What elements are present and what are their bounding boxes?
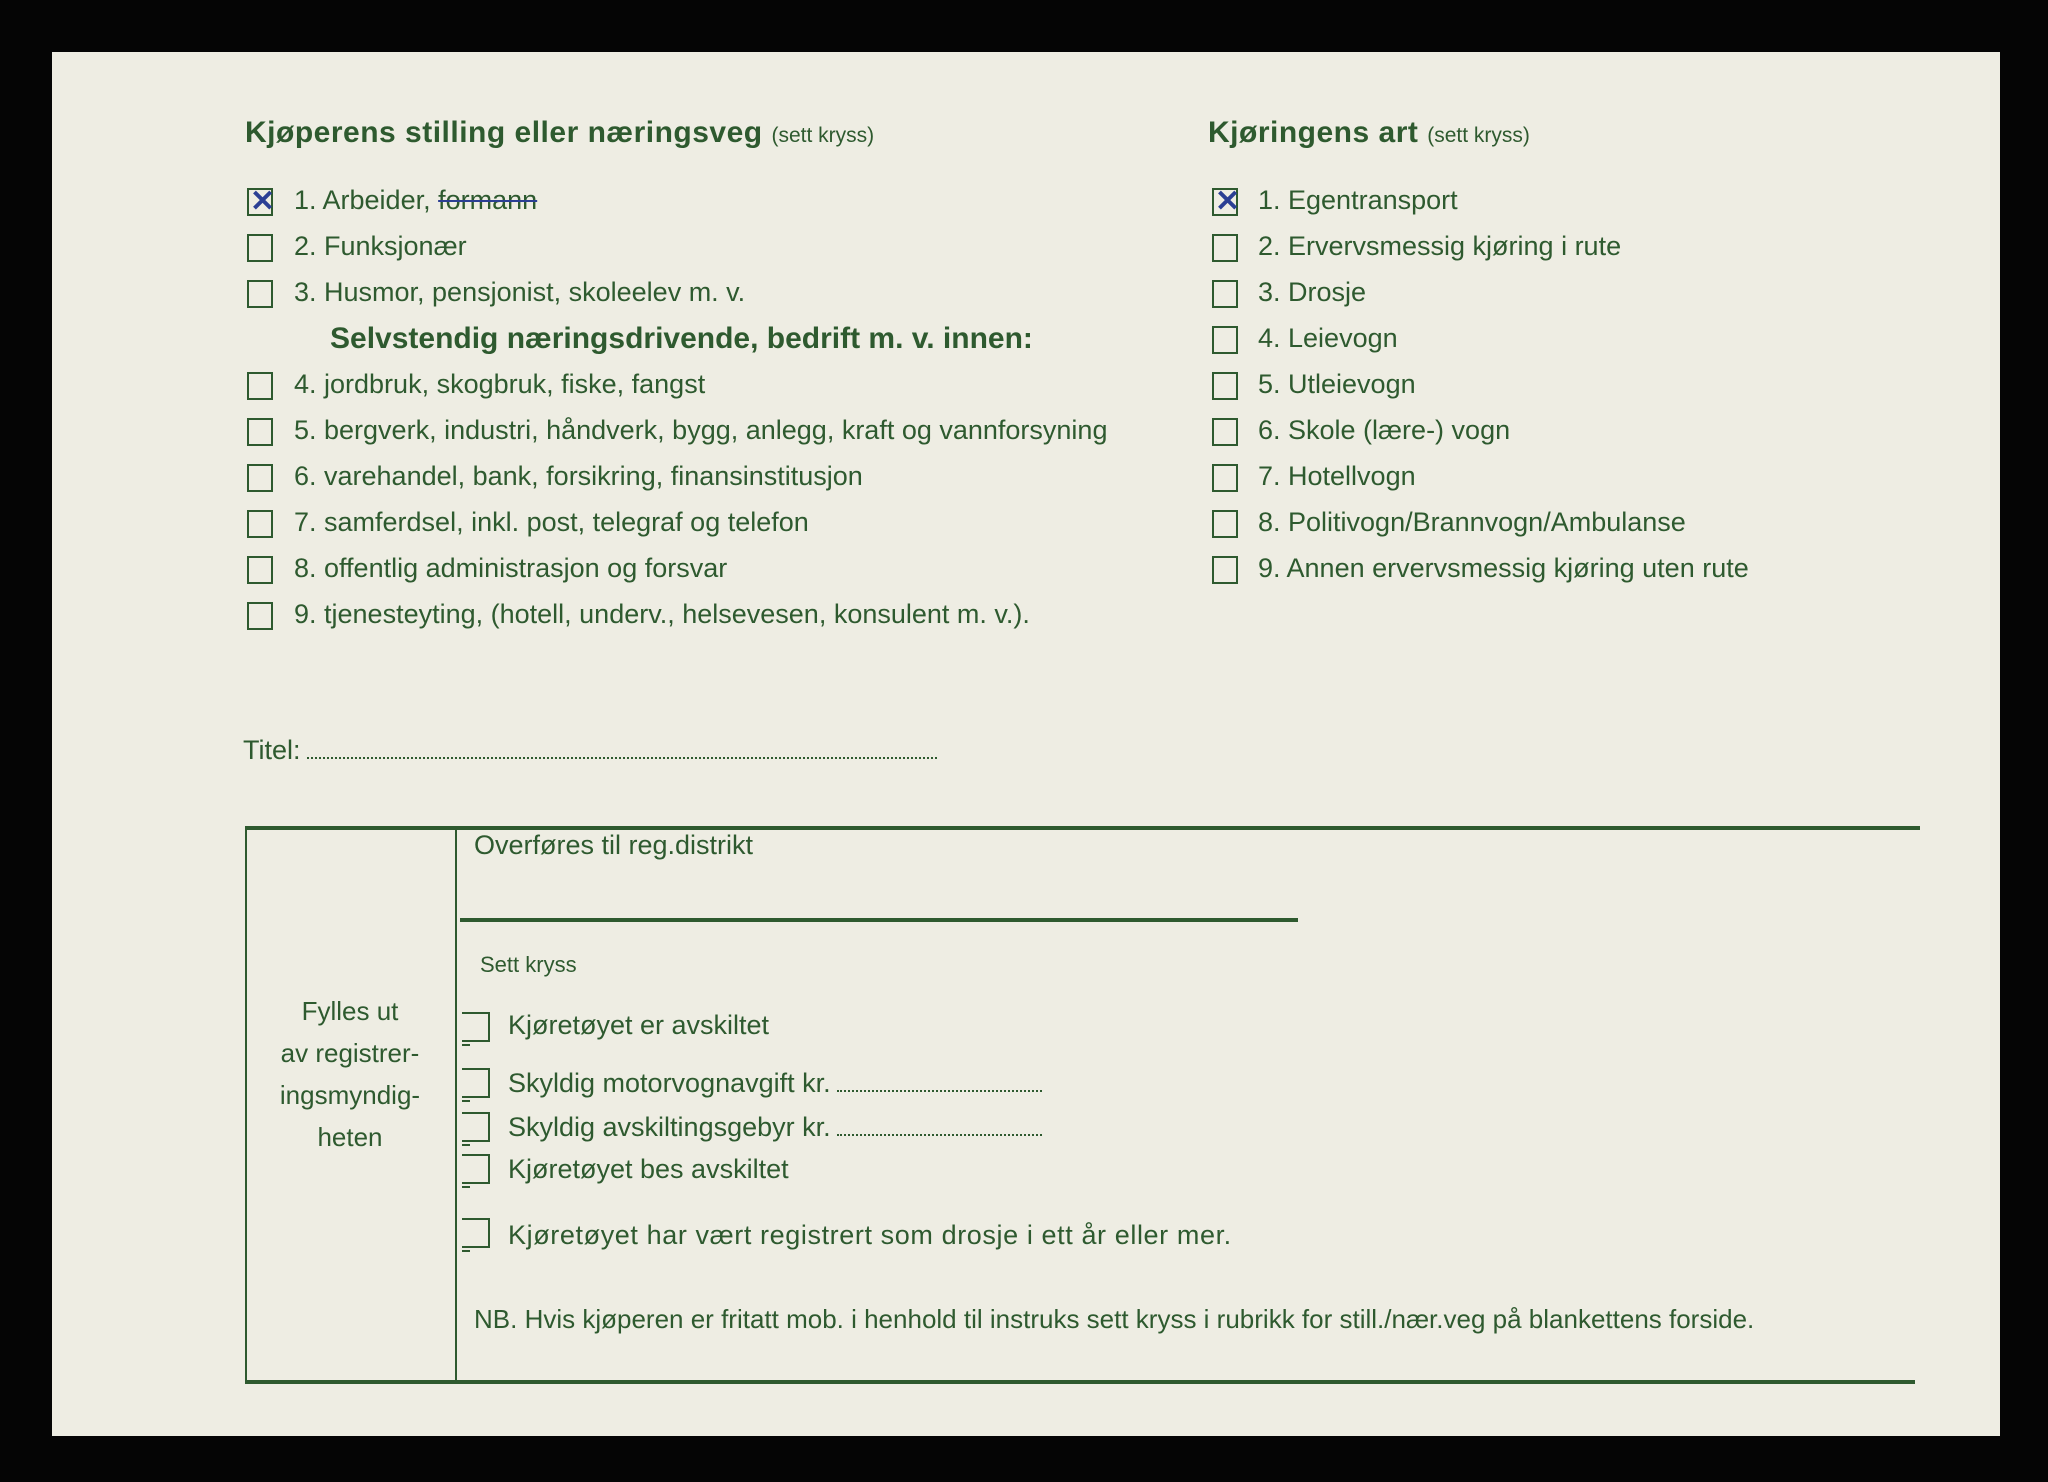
check-label-motorvognavgift: Skyldig motorvognavgift kr. [508,1068,1042,1099]
occupation-6: 6. varehandel, bank, forsikring, finansinstitusjon [294,461,863,491]
box-bottom-rule [245,1380,1915,1384]
driving-type-5: 5. Utleievogn [1258,369,1416,399]
occupation-3: 3. Husmor, pensjonist, skoleelev m. v. [294,277,746,307]
check-label-avskiltet: Kjøretøyet er avskiltet [508,1010,770,1040]
driving-type-7: 7. Hotellvogn [1258,461,1416,491]
driving-type-4: 4. Leievogn [1258,323,1398,353]
driving-type-8: 8. Politivogn/Brannvogn/Ambulanse [1258,507,1686,537]
box-left-rule [245,828,247,1382]
occupation-1: 1. Arbeider, formann [294,185,538,215]
checkbox-driving-2[interactable] [1212,234,1238,262]
checkbox-occupation-4[interactable] [247,372,273,400]
transfer-rule [460,918,1298,922]
check-label-bes-avskiltet: Kjøretøyet bes avskiltet [508,1154,789,1184]
checkbox-avskiltet[interactable] [462,1012,490,1042]
driving-type-1: 1. Egentransport [1258,185,1458,215]
checkbox-occupation-9[interactable] [247,602,273,630]
occupation-2: 2. Funksjonær [294,231,467,261]
sett-kryss-label: Sett kryss [480,952,577,977]
title-label: Titel: [243,735,301,765]
checkbox-driving-5[interactable] [1212,372,1238,400]
checkbox-occupation-5[interactable] [247,418,273,446]
checkbox-avskiltingsgebyr[interactable] [462,1112,490,1142]
driving-type-2: 2. Ervervsmessig kjøring i rute [1258,231,1622,261]
struck-text: formann [438,185,538,215]
checkbox-driving-7[interactable] [1212,464,1238,492]
checkbox-occupation-6[interactable] [247,464,273,492]
driving-type-3: 3. Drosje [1258,277,1367,307]
left-hint: (sett kryss) [771,124,875,147]
check-label-drosje: Kjøretøyet har vært registrert som drosje i ett år eller mer. [508,1220,1232,1250]
occupation-4: 4. jordbruk, skogbruk, fiske, fangst [294,369,706,399]
driving-type-6: 6. Skole (lære-) vogn [1258,415,1511,445]
box-divider [455,828,457,1382]
occupation-7: 7. samferdsel, inkl. post, telegraf og telefon [294,507,809,537]
checkbox-driving-6[interactable] [1212,418,1238,446]
right-heading: Kjøringens art (sett kryss) [1208,116,1530,149]
checkbox-occupation-1[interactable] [247,188,273,216]
occupation-8: 8. offentlig administrasjon og forsvar [294,553,728,583]
checkbox-drosje[interactable] [462,1218,490,1248]
checkbox-driving-8[interactable] [1212,510,1238,538]
checkbox-occupation-8[interactable] [247,556,273,584]
checkbox-motorvognavgift[interactable] [462,1068,490,1098]
checkbox-driving-4[interactable] [1212,326,1238,354]
check-label-avskiltingsgebyr: Skyldig avskiltingsgebyr kr. [508,1112,1042,1143]
checkbox-occupation-3[interactable] [247,280,273,308]
left-heading-text: Kjøperens stilling eller næringsveg [245,116,763,149]
occupation-9: 9. tjenesteyting, (hotell, underv., helsevesen, konsulent m. v.). [294,599,1030,629]
note: NB. Hvis kjøperen er fritatt mob. i henhold til instruks sett kryss i rubrikk for still./nær.veg på blankettens forside. [474,1304,1755,1334]
checkbox-occupation-2[interactable] [247,234,273,262]
side-label: Fylles ut av registrer- ingsmyndig- heten [279,996,421,1152]
occupation-5: 5. bergverk, industri, håndverk, bygg, anlegg, kraft og vannforsyning [294,415,1108,445]
checkbox-driving-1[interactable] [1212,188,1238,216]
checkbox-driving-3[interactable] [1212,280,1238,308]
checkbox-bes-avskiltet[interactable] [462,1154,490,1184]
checkbox-driving-9[interactable] [1212,556,1238,584]
subheading: Selvstendig næringsdrivende, bedrift m. v. innen: [330,322,1033,355]
transfer-label: Overføres til reg.distrikt [474,830,754,860]
checkbox-occupation-7[interactable] [247,510,273,538]
left-heading [245,116,874,150]
driving-type-9: 9. Annen ervervsmessig kjøring uten rute [1258,553,1749,583]
title-field[interactable] [243,735,937,766]
